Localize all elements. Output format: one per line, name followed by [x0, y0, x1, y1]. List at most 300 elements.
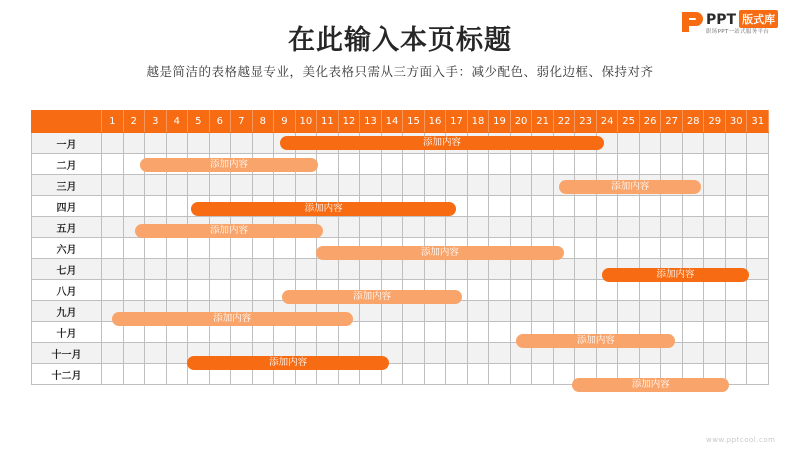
day-cell: [424, 238, 446, 259]
day-cell: [747, 364, 769, 385]
day-cell: [252, 259, 274, 280]
day-cell: [123, 133, 145, 154]
day-cell: [704, 301, 726, 322]
day-cell: [209, 154, 231, 175]
day-cell: [209, 175, 231, 196]
day-cell: [295, 259, 317, 280]
day-cell: [102, 259, 124, 280]
day-cell: [596, 280, 618, 301]
day-cell: [467, 301, 489, 322]
day-cell: [381, 343, 403, 364]
logo-text: PPT 版式库: [706, 10, 778, 28]
day-cell: [747, 343, 769, 364]
day-cell: [596, 343, 618, 364]
table-row: [32, 301, 769, 322]
month-label: 七月: [32, 259, 102, 280]
day-header: 24: [596, 111, 618, 133]
task-bar[interactable]: 添加内容: [516, 334, 675, 348]
day-cell: [725, 364, 747, 385]
month-label: 六月: [32, 238, 102, 259]
day-cell: [467, 217, 489, 238]
day-cell: [553, 322, 575, 343]
day-cell: [639, 238, 661, 259]
day-cell: [446, 133, 468, 154]
day-cell: [747, 259, 769, 280]
day-cell: [317, 133, 339, 154]
day-cell: [123, 217, 145, 238]
day-cell: [489, 280, 511, 301]
day-cell: [274, 133, 296, 154]
day-header: 12: [338, 111, 360, 133]
day-cell: [360, 343, 382, 364]
day-cell: [188, 133, 210, 154]
day-cell: [123, 301, 145, 322]
day-cell: [682, 217, 704, 238]
day-cell: [102, 364, 124, 385]
gantt-header-row: [32, 111, 769, 133]
day-cell: [295, 154, 317, 175]
day-header: 4: [166, 111, 188, 133]
day-cell: [166, 238, 188, 259]
day-cell: [231, 217, 253, 238]
day-header: 9: [274, 111, 296, 133]
day-cell: [360, 301, 382, 322]
day-header: 10: [295, 111, 317, 133]
day-cell: [510, 259, 532, 280]
day-cell: [618, 280, 640, 301]
day-cell: [295, 238, 317, 259]
day-cell: [532, 196, 554, 217]
task-bar[interactable]: 添加内容: [140, 158, 319, 172]
day-cell: [166, 322, 188, 343]
day-cell: [295, 343, 317, 364]
day-cell: [618, 196, 640, 217]
day-cell: [274, 343, 296, 364]
task-bar[interactable]: 添加内容: [316, 246, 563, 260]
day-cell: [317, 175, 339, 196]
day-cell: [747, 196, 769, 217]
table-row: [32, 322, 769, 343]
logo-badge: 版式库: [739, 10, 778, 28]
day-cell: [274, 301, 296, 322]
day-cell: [145, 364, 167, 385]
day-cell: [467, 322, 489, 343]
day-cell: [446, 259, 468, 280]
day-header: 29: [704, 111, 726, 133]
day-cell: [747, 154, 769, 175]
day-cell: [489, 301, 511, 322]
task-bar[interactable]: 添加内容: [559, 180, 701, 194]
day-cell: [704, 196, 726, 217]
day-cell: [209, 301, 231, 322]
day-header: 18: [467, 111, 489, 133]
day-cell: [489, 259, 511, 280]
day-cell: [704, 133, 726, 154]
day-header: 20: [510, 111, 532, 133]
day-cell: [166, 175, 188, 196]
day-header: 14: [381, 111, 403, 133]
day-cell: [446, 217, 468, 238]
day-cell: [209, 364, 231, 385]
day-cell: [252, 154, 274, 175]
day-cell: [381, 196, 403, 217]
day-cell: [424, 259, 446, 280]
day-cell: [725, 196, 747, 217]
day-cell: [510, 364, 532, 385]
day-cell: [252, 280, 274, 301]
day-cell: [532, 322, 554, 343]
logo-tagline: 职场PPT一站式服务平台: [706, 29, 770, 35]
day-header: 17: [446, 111, 468, 133]
day-cell: [209, 133, 231, 154]
day-cell: [639, 301, 661, 322]
day-cell: [123, 175, 145, 196]
day-cell: [510, 133, 532, 154]
day-cell: [403, 133, 425, 154]
day-cell: [317, 259, 339, 280]
day-cell: [317, 343, 339, 364]
day-cell: [596, 301, 618, 322]
day-header: 13: [360, 111, 382, 133]
day-cell: [145, 238, 167, 259]
day-header: 5: [188, 111, 210, 133]
day-cell: [424, 196, 446, 217]
day-cell: [553, 217, 575, 238]
day-cell: [403, 301, 425, 322]
day-cell: [424, 280, 446, 301]
day-cell: [682, 280, 704, 301]
day-cell: [618, 364, 640, 385]
day-cell: [360, 175, 382, 196]
day-cell: [102, 217, 124, 238]
day-header: 23: [575, 111, 597, 133]
day-cell: [510, 196, 532, 217]
task-bar[interactable]: 添加内容: [135, 224, 322, 238]
day-cell: [725, 175, 747, 196]
day-cell: [467, 133, 489, 154]
day-cell: [123, 238, 145, 259]
day-cell: [188, 322, 210, 343]
day-cell: [403, 154, 425, 175]
day-cell: [102, 343, 124, 364]
day-cell: [166, 217, 188, 238]
day-cell: [639, 196, 661, 217]
day-cell: [532, 259, 554, 280]
day-cell: [446, 364, 468, 385]
day-cell: [661, 364, 683, 385]
day-cell: [145, 196, 167, 217]
day-cell: [618, 301, 640, 322]
day-cell: [467, 154, 489, 175]
day-cell: [317, 196, 339, 217]
day-cell: [252, 343, 274, 364]
month-label: 三月: [32, 175, 102, 196]
day-cell: [166, 196, 188, 217]
day-cell: [274, 364, 296, 385]
day-cell: [489, 364, 511, 385]
day-cell: [532, 154, 554, 175]
day-cell: [704, 322, 726, 343]
table-row: [32, 175, 769, 196]
day-cell: [209, 259, 231, 280]
day-cell: [231, 343, 253, 364]
day-cell: [575, 196, 597, 217]
month-label: 四月: [32, 196, 102, 217]
day-cell: [467, 196, 489, 217]
day-cell: [467, 343, 489, 364]
day-cell: [532, 301, 554, 322]
day-cell: [661, 343, 683, 364]
day-cell: [123, 280, 145, 301]
day-cell: [704, 259, 726, 280]
task-bar[interactable]: 添加内容: [187, 356, 389, 370]
day-cell: [618, 175, 640, 196]
day-cell: [209, 322, 231, 343]
day-cell: [725, 301, 747, 322]
day-cell: [209, 196, 231, 217]
month-label: 十二月: [32, 364, 102, 385]
task-bar[interactable]: 添加内容: [112, 312, 353, 326]
day-cell: [252, 133, 274, 154]
day-cell: [252, 301, 274, 322]
day-cell: [553, 133, 575, 154]
day-cell: [403, 364, 425, 385]
day-cell: [231, 175, 253, 196]
day-cell: [381, 175, 403, 196]
day-cell: [575, 280, 597, 301]
day-cell: [188, 154, 210, 175]
table-row: [32, 196, 769, 217]
day-cell: [467, 175, 489, 196]
day-cell: [145, 175, 167, 196]
day-cell: [532, 343, 554, 364]
day-cell: [510, 217, 532, 238]
day-cell: [553, 238, 575, 259]
day-cell: [381, 301, 403, 322]
day-cell: [575, 259, 597, 280]
day-cell: [102, 238, 124, 259]
day-cell: [489, 175, 511, 196]
day-cell: [102, 175, 124, 196]
day-cell: [209, 343, 231, 364]
day-cell: [231, 154, 253, 175]
day-cell: [532, 217, 554, 238]
day-cell: [489, 133, 511, 154]
day-cell: [252, 196, 274, 217]
day-header: 2: [123, 111, 145, 133]
month-label: 一月: [32, 133, 102, 154]
day-cell: [510, 238, 532, 259]
day-cell: [166, 133, 188, 154]
day-cell: [317, 154, 339, 175]
day-cell: [575, 238, 597, 259]
day-cell: [381, 133, 403, 154]
day-cell: [252, 175, 274, 196]
day-cell: [231, 133, 253, 154]
day-header: 1: [102, 111, 124, 133]
day-cell: [360, 133, 382, 154]
day-cell: [661, 322, 683, 343]
day-cell: [231, 259, 253, 280]
day-cell: [338, 259, 360, 280]
day-header: 19: [489, 111, 511, 133]
day-cell: [403, 343, 425, 364]
watermark: www.pptcool.com: [706, 436, 776, 444]
task-bar[interactable]: 添加内容: [282, 290, 463, 304]
day-cell: [575, 175, 597, 196]
day-cell: [553, 364, 575, 385]
table-row: [32, 217, 769, 238]
day-cell: [102, 301, 124, 322]
table-row: [32, 280, 769, 301]
day-cell: [575, 343, 597, 364]
day-cell: [403, 196, 425, 217]
task-bar[interactable]: 添加内容: [602, 268, 748, 282]
day-cell: [747, 301, 769, 322]
day-cell: [424, 133, 446, 154]
day-cell: [295, 280, 317, 301]
day-cell: [596, 238, 618, 259]
day-cell: [510, 343, 532, 364]
day-cell: [295, 364, 317, 385]
day-cell: [661, 217, 683, 238]
day-cell: [532, 364, 554, 385]
day-cell: [424, 175, 446, 196]
day-cell: [209, 217, 231, 238]
day-cell: [446, 196, 468, 217]
header-corner: [32, 111, 102, 133]
day-header: 30: [725, 111, 747, 133]
day-header: 26: [639, 111, 661, 133]
day-cell: [553, 343, 575, 364]
month-label: 十月: [32, 322, 102, 343]
day-cell: [317, 280, 339, 301]
day-cell: [489, 196, 511, 217]
day-cell: [403, 259, 425, 280]
day-cell: [274, 322, 296, 343]
day-cell: [682, 259, 704, 280]
day-cell: [661, 259, 683, 280]
day-cell: [274, 238, 296, 259]
day-cell: [403, 217, 425, 238]
day-cell: [704, 364, 726, 385]
day-cell: [661, 280, 683, 301]
day-cell: [446, 280, 468, 301]
day-cell: [725, 133, 747, 154]
page-subtitle: 越是简洁的表格越显专业，美化表格只需从三方面入手：减少配色、弱化边框、保持对齐: [146, 64, 654, 79]
day-cell: [661, 175, 683, 196]
day-cell: [188, 343, 210, 364]
day-cell: [704, 238, 726, 259]
day-cell: [209, 238, 231, 259]
day-cell: [467, 280, 489, 301]
day-cell: [166, 301, 188, 322]
day-cell: [338, 217, 360, 238]
day-header: 15: [403, 111, 425, 133]
day-cell: [661, 301, 683, 322]
day-cell: [145, 322, 167, 343]
day-cell: [166, 259, 188, 280]
day-cell: [596, 322, 618, 343]
day-cell: [510, 322, 532, 343]
day-cell: [682, 364, 704, 385]
day-cell: [575, 133, 597, 154]
day-cell: [661, 154, 683, 175]
day-cell: [575, 322, 597, 343]
day-cell: [682, 343, 704, 364]
day-cell: [338, 322, 360, 343]
day-cell: [123, 154, 145, 175]
day-cell: [102, 154, 124, 175]
day-cell: [618, 259, 640, 280]
day-cell: [661, 133, 683, 154]
day-cell: [145, 133, 167, 154]
day-cell: [553, 259, 575, 280]
day-header: 21: [532, 111, 554, 133]
task-bar[interactable]: 添加内容: [572, 378, 729, 392]
day-header: 3: [145, 111, 167, 133]
day-header: 27: [661, 111, 683, 133]
day-cell: [166, 343, 188, 364]
day-cell: [639, 175, 661, 196]
day-cell: [145, 301, 167, 322]
day-cell: [618, 217, 640, 238]
day-cell: [274, 196, 296, 217]
day-cell: [575, 154, 597, 175]
day-cell: [747, 217, 769, 238]
task-bar[interactable]: 添加内容: [280, 136, 605, 150]
day-cell: [682, 175, 704, 196]
day-cell: [446, 343, 468, 364]
day-cell: [682, 238, 704, 259]
day-cell: [639, 133, 661, 154]
day-cell: [510, 301, 532, 322]
day-cell: [725, 322, 747, 343]
day-cell: [661, 238, 683, 259]
day-cell: [747, 175, 769, 196]
day-cell: [575, 301, 597, 322]
day-cell: [102, 280, 124, 301]
task-bar[interactable]: 添加内容: [191, 202, 456, 216]
day-cell: [274, 259, 296, 280]
day-cell: [295, 322, 317, 343]
gantt-table: [31, 110, 769, 385]
day-cell: [166, 364, 188, 385]
day-cell: [747, 238, 769, 259]
day-header: 8: [252, 111, 274, 133]
table-row: [32, 154, 769, 175]
day-cell: [338, 175, 360, 196]
day-cell: [532, 238, 554, 259]
day-cell: [489, 343, 511, 364]
day-cell: [403, 238, 425, 259]
day-cell: [295, 301, 317, 322]
day-cell: [725, 154, 747, 175]
month-label: 九月: [32, 301, 102, 322]
day-cell: [317, 364, 339, 385]
day-cell: [639, 322, 661, 343]
table-row: [32, 238, 769, 259]
table-row: [32, 343, 769, 364]
day-cell: [295, 217, 317, 238]
day-cell: [360, 364, 382, 385]
day-cell: [145, 217, 167, 238]
day-cell: [489, 217, 511, 238]
day-header: 25: [618, 111, 640, 133]
day-cell: [295, 175, 317, 196]
day-cell: [188, 175, 210, 196]
day-cell: [704, 343, 726, 364]
